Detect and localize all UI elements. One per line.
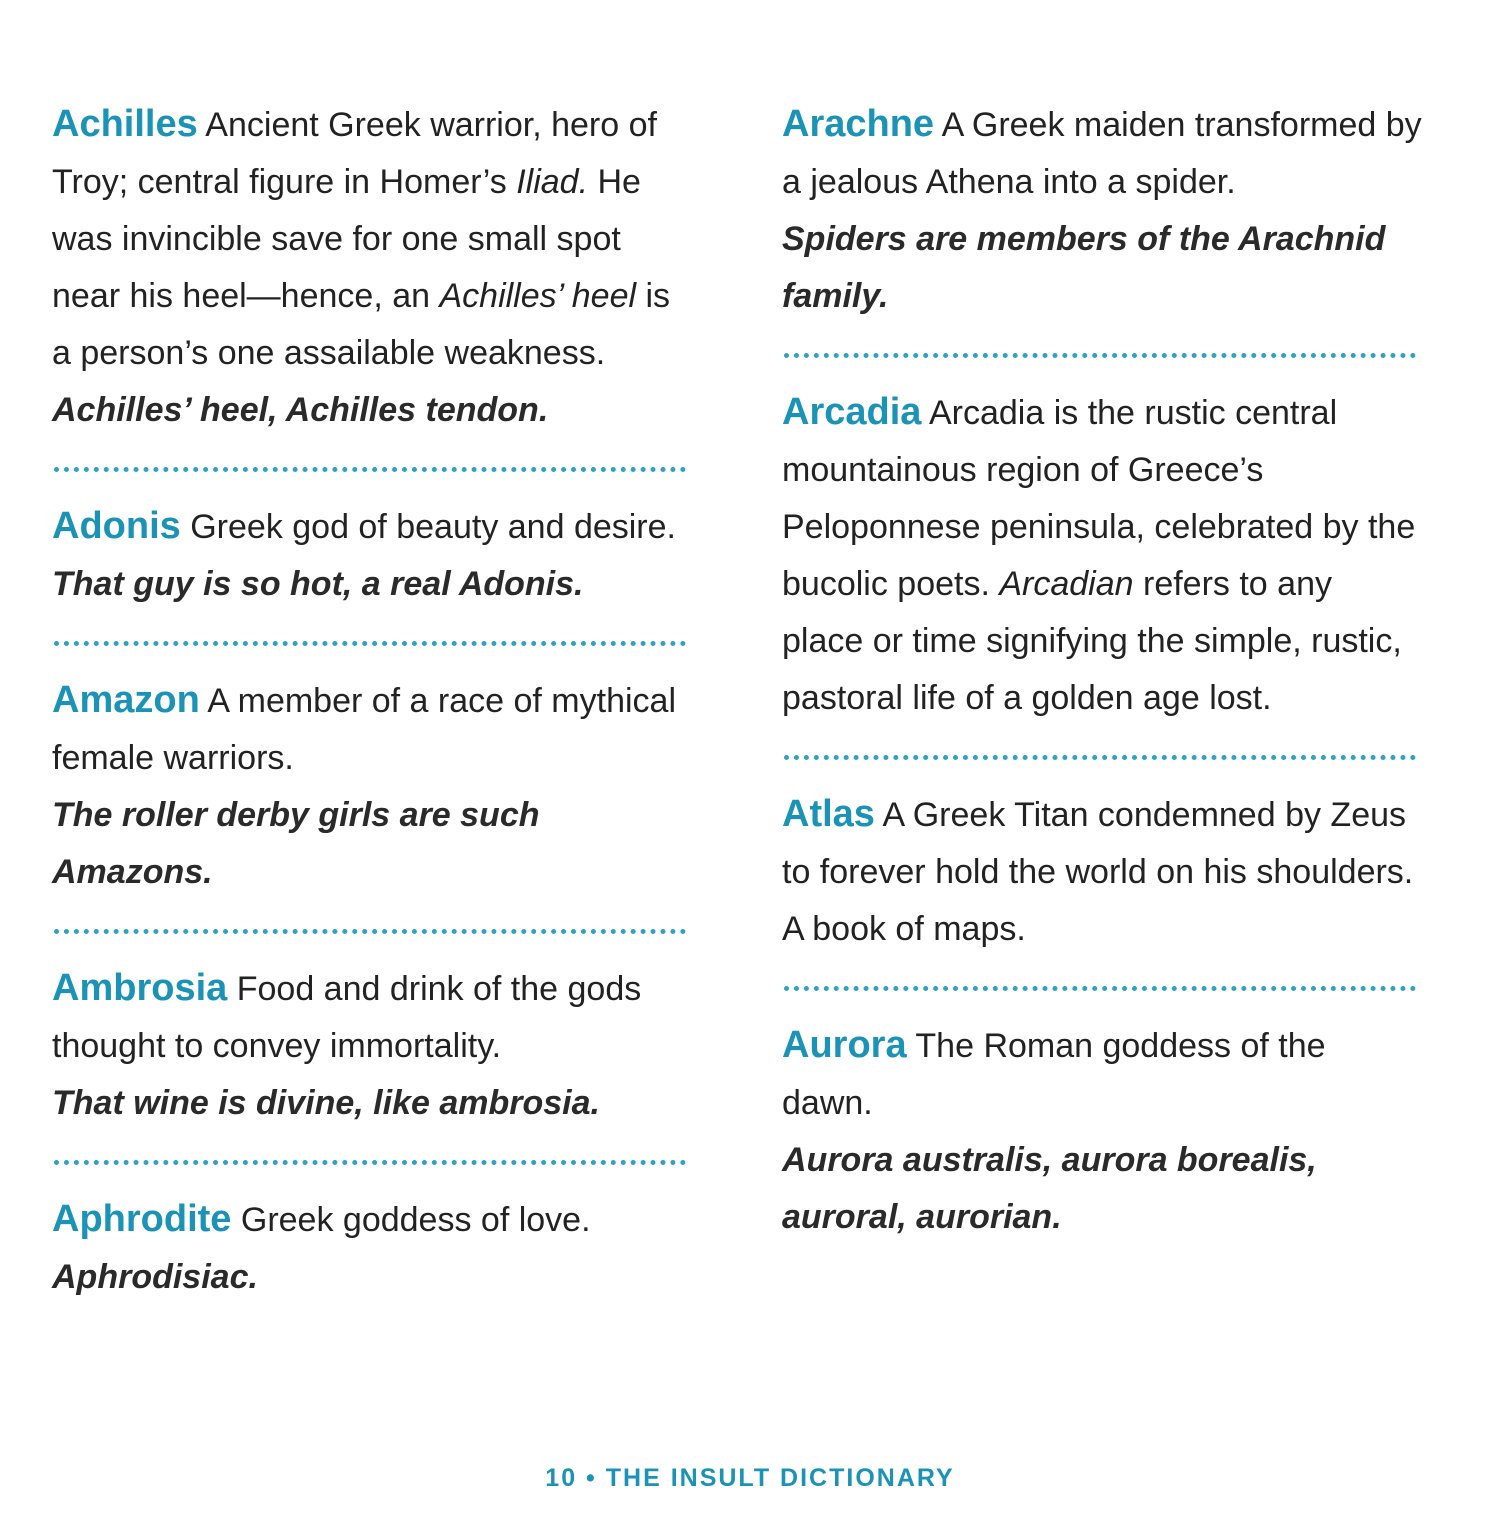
entry-term: Arcadia [782, 391, 922, 433]
entry-example: The roller derby girls are such Amazons. [52, 796, 540, 891]
definition-text: A Greek Titan condemned by Zeus to forever hold the world on his shoulders. A book of maps. [782, 796, 1414, 948]
definition-text: refers to any place or time signifying the simple, rustic, pastoral life of a golden age lost. [782, 565, 1402, 717]
entry-term: Aurora [782, 1024, 907, 1066]
entry-term: Aphrodite [52, 1198, 232, 1240]
right-column [782, 96, 1422, 1246]
italic-text: Arcadian [999, 565, 1134, 603]
dotted-divider [784, 353, 1416, 358]
entry-definition [52, 96, 692, 382]
entry-example: Achilles’ heel, Achilles tendon. [52, 391, 549, 429]
definition-text: Food and drink of the gods thought to convey immortality. [52, 970, 642, 1065]
entry-example: That guy is so hot, a real Adonis. [52, 565, 584, 603]
dictionary-entry [52, 96, 692, 439]
definition-text: He was invincible save for one small spot near his heel—hence, an [52, 163, 641, 315]
entry-definition [782, 384, 1422, 727]
definition-text: Greek goddess of love. [231, 1201, 591, 1239]
dotted-divider [54, 929, 686, 934]
definition-text: A Greek maiden transformed by a jealous Athena into a spider. [782, 106, 1422, 201]
dictionary-entry [782, 1017, 1422, 1246]
dotted-divider [784, 755, 1416, 760]
entry-example: That wine is divine, like ambrosia. [52, 1084, 600, 1122]
entry-term: Arachne [782, 103, 935, 145]
dictionary-entry [782, 384, 1422, 727]
definition-text: Greek god of beauty and desire. [180, 508, 676, 546]
definition-text: A member of a race of mythical female warriors. [52, 682, 676, 777]
definition-text: is a person’s one assailable weakness. [52, 277, 671, 372]
definition-text: The Roman goddess of the dawn. [782, 1027, 1326, 1122]
italic-text: Iliad. [516, 163, 589, 201]
page-footer: 10 • THE INSULT DICTIONARY [545, 1464, 955, 1492]
dictionary-entry [52, 1191, 692, 1306]
dotted-divider [54, 641, 686, 646]
left-column [52, 96, 692, 1306]
entry-example: Spiders are members of the Arachnid family. [782, 220, 1386, 315]
italic-text: Achilles’ heel [439, 277, 637, 315]
entry-definition [52, 960, 692, 1075]
dotted-divider [784, 986, 1416, 991]
entry-term: Adonis [52, 505, 181, 547]
entry-example: Aurora australis, aurora borealis, auroral, aurorian. [782, 1141, 1317, 1236]
entry-definition [52, 672, 692, 787]
definition-text: Ancient Greek warrior, hero of Troy; central figure in Homer’s [52, 106, 657, 201]
dictionary-entry [52, 672, 692, 901]
dotted-divider [54, 1160, 686, 1165]
entry-definition [52, 498, 692, 556]
entry-definition [782, 1017, 1422, 1132]
definition-text: Arcadia is the rustic central mountainous region of Greece’s Peloponnese peninsula, celebrated by the bucolic poets. [782, 394, 1416, 603]
entry-example: Aphrodisiac. [52, 1258, 258, 1296]
dictionary-entry [782, 96, 1422, 325]
dictionary-entry [782, 786, 1422, 958]
entry-term: Amazon [52, 679, 200, 721]
dictionary-entry [52, 498, 692, 613]
dotted-divider [54, 467, 686, 472]
entry-term: Atlas [782, 793, 875, 835]
entry-term: Achilles [52, 103, 198, 145]
entry-definition [52, 1191, 692, 1249]
entry-definition [782, 96, 1422, 211]
entry-term: Ambrosia [52, 967, 228, 1009]
entry-definition [782, 786, 1422, 958]
dictionary-entry [52, 960, 692, 1132]
